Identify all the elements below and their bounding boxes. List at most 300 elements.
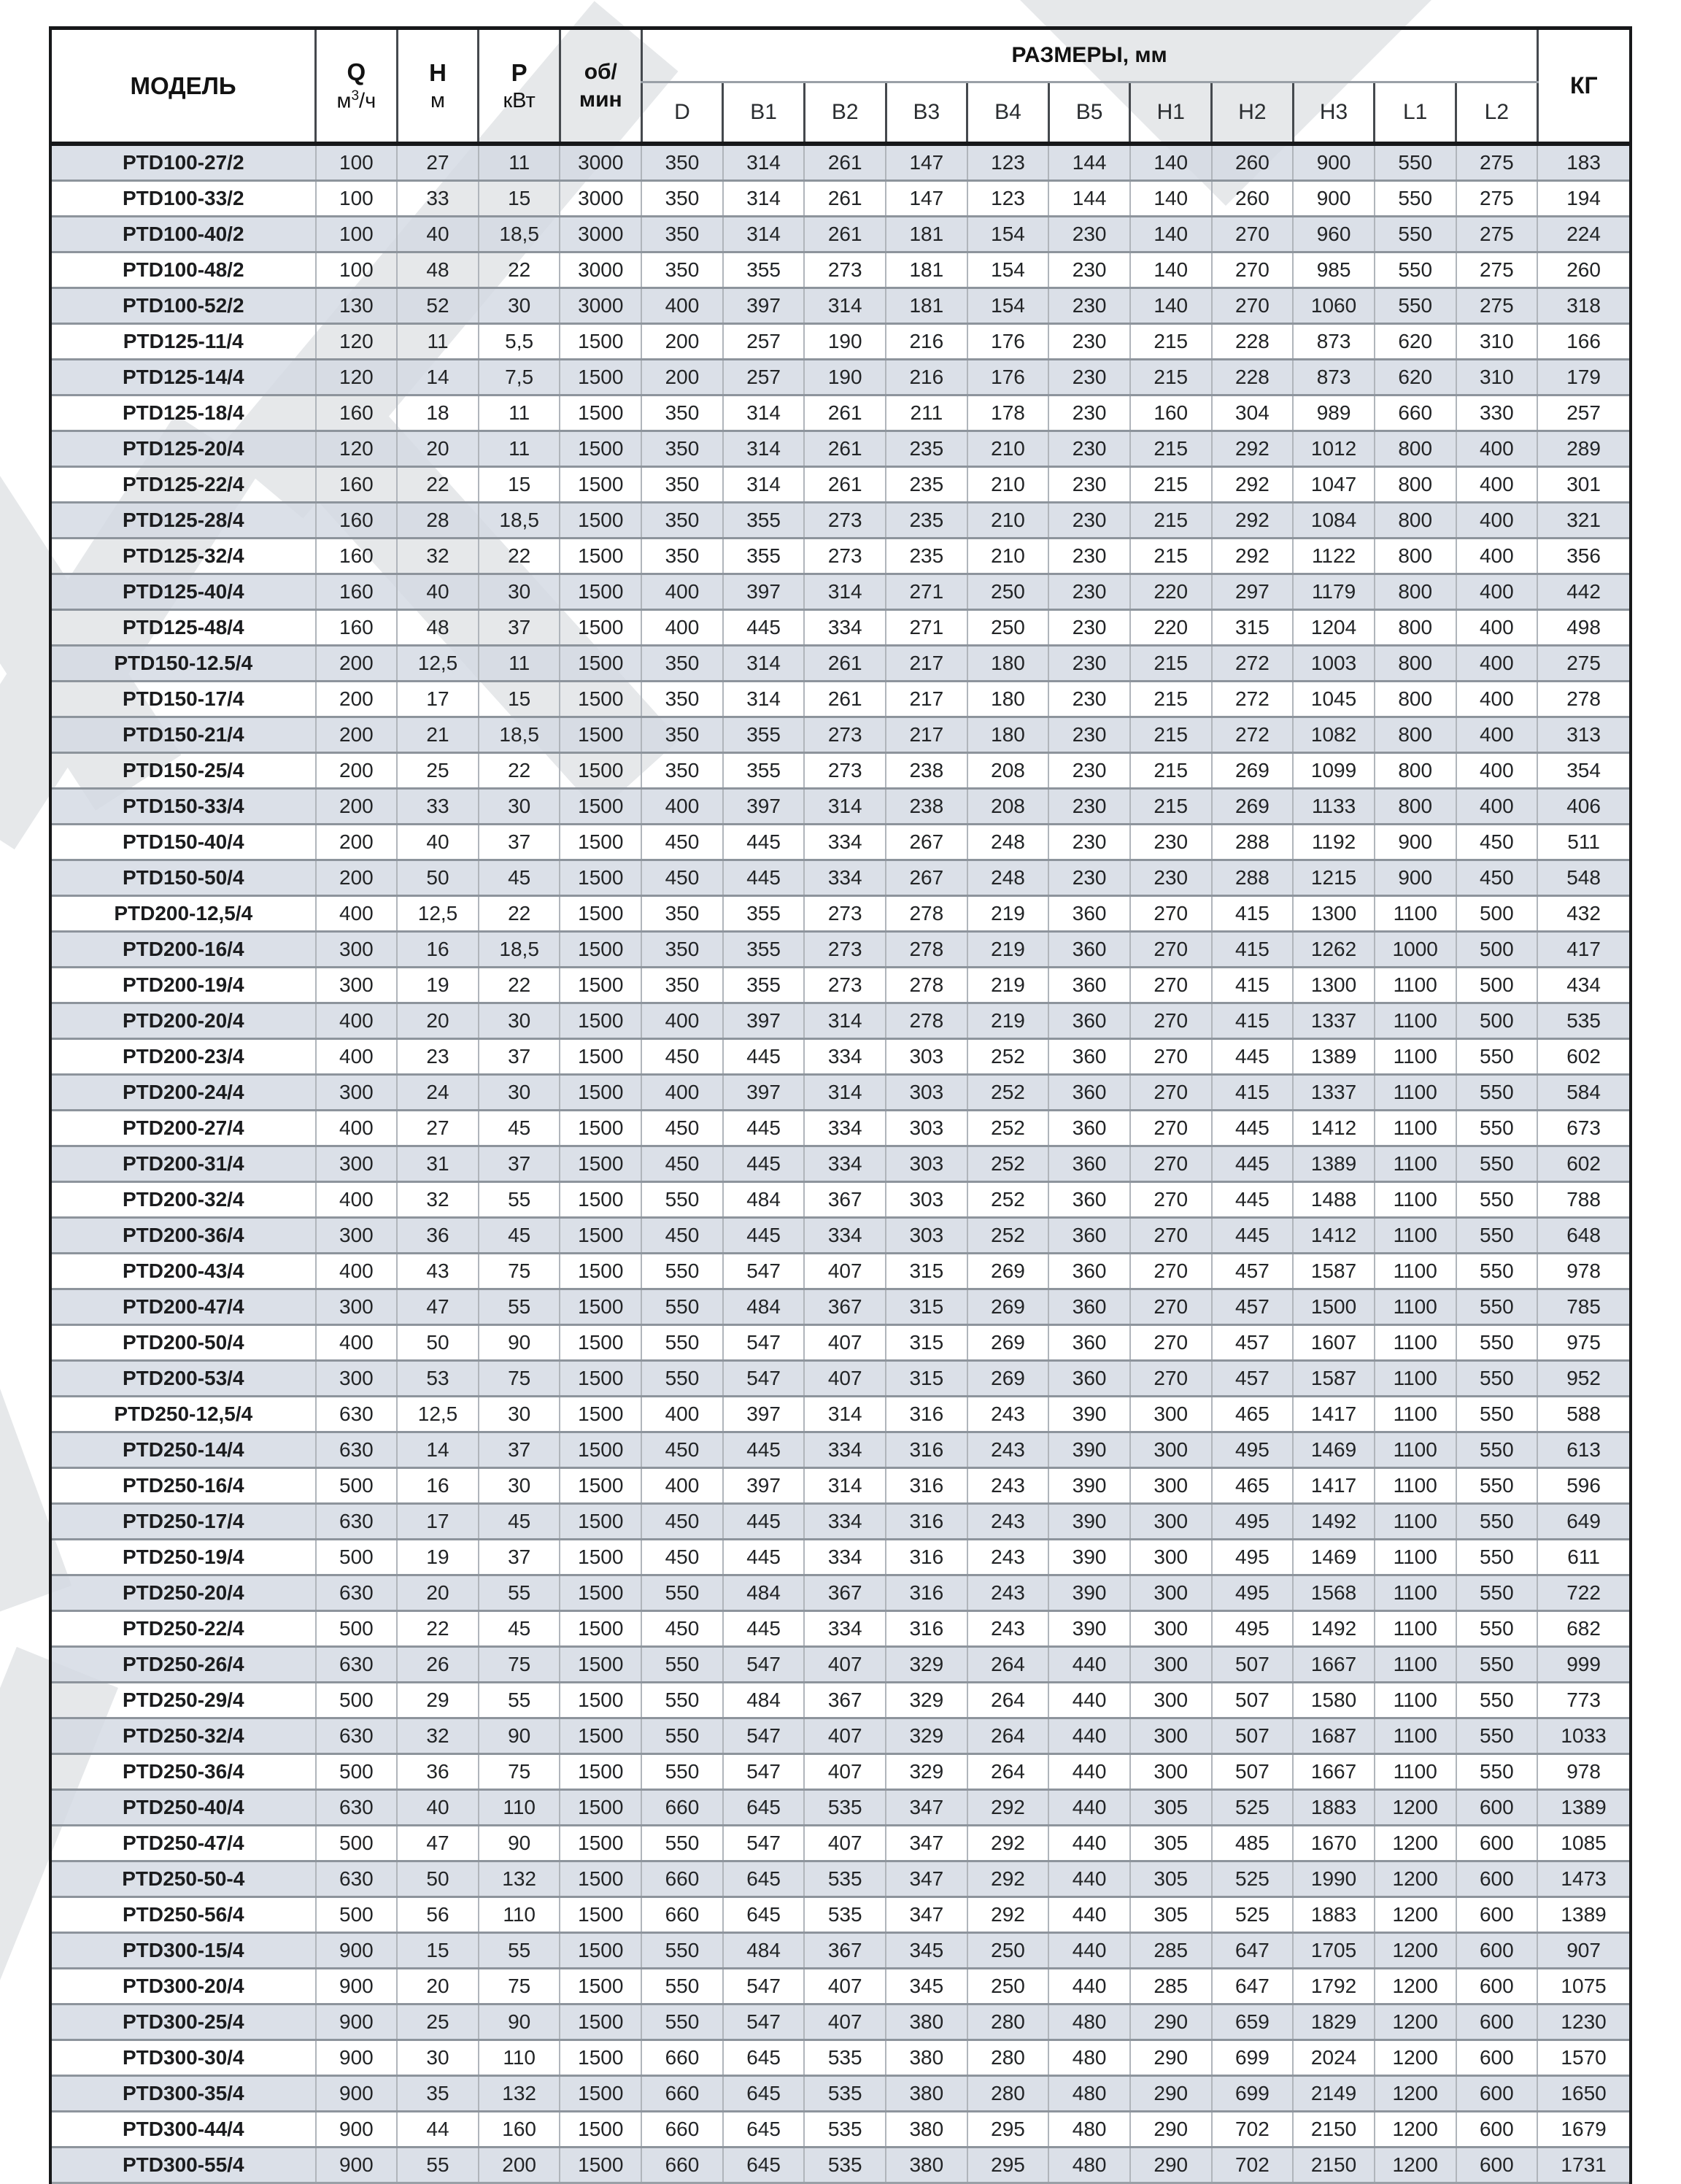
value-cell: 200 [316,682,398,717]
value-cell: 699 [1212,2076,1294,2112]
value-cell: 367 [804,1575,886,1611]
value-cell: 30 [479,574,560,610]
value-cell: 350 [641,682,723,717]
model-cell: PTD100-52/2 [50,288,316,324]
value-cell: 18,5 [479,217,560,252]
table-row [50,539,1631,574]
value-cell: 305 [1130,1826,1212,1861]
value-cell: 1500 [560,1182,641,1218]
value-cell: 315 [886,1325,967,1361]
table-row [50,1468,1631,1504]
value-cell: 500 [316,1897,398,1933]
value-cell: 273 [804,753,886,789]
value-cell: 11 [397,324,479,360]
value-cell: 1500 [560,789,641,825]
value-cell: 1500 [560,1611,641,1647]
value-cell: 525 [1212,1861,1294,1897]
value-cell: 356 [1537,539,1631,574]
value-cell: 3000 [560,288,641,324]
header-kg: КГ [1537,28,1631,144]
value-cell: 495 [1212,1611,1294,1647]
value-cell: 257 [723,360,805,395]
value-cell: 1500 [560,431,641,467]
model-cell: PTD300-15/4 [50,1933,316,1969]
value-cell: 1500 [560,2040,641,2076]
value-cell: 37 [479,1039,560,1075]
value-cell: 1500 [560,1683,641,1718]
value-cell: 300 [1130,1754,1212,1790]
value-cell: 440 [1048,1861,1130,1897]
value-cell: 248 [967,860,1049,896]
value-cell: 230 [1048,252,1130,288]
value-cell: 600 [1456,1933,1538,1969]
value-cell: 507 [1212,1754,1294,1790]
value-cell: 584 [1537,1075,1631,1111]
value-cell: 547 [723,1969,805,2004]
value-cell: 147 [886,144,967,181]
value-cell: 1100 [1375,1039,1456,1075]
value-cell: 261 [804,144,886,181]
value-cell: 140 [1130,217,1212,252]
value-cell: 550 [1456,1075,1538,1111]
value-cell: 407 [804,1969,886,2004]
value-cell: 2150 [1293,2148,1375,2183]
value-cell: 484 [723,1683,805,1718]
value-cell: 45 [479,1111,560,1146]
value-cell: 550 [1375,144,1456,181]
value-cell: 1500 [560,1218,641,1254]
header-h-symbol: Н [429,58,447,86]
value-cell: 600 [1456,1790,1538,1826]
value-cell: 303 [886,1039,967,1075]
value-cell: 1500 [560,1861,641,1897]
value-cell: 347 [886,1861,967,1897]
value-cell: 355 [723,896,805,932]
value-cell: 100 [316,181,398,217]
value-cell: 350 [641,932,723,968]
value-cell: 1047 [1293,467,1375,503]
value-cell: 292 [967,1826,1049,1861]
value-cell: 285 [1130,1969,1212,2004]
value-cell: 380 [886,2076,967,2112]
value-cell: 1412 [1293,1218,1375,1254]
value-cell: 550 [1456,1039,1538,1075]
value-cell: 500 [316,1826,398,1861]
value-cell: 1587 [1293,1254,1375,1289]
value-cell: 90 [479,2004,560,2040]
value-cell: 1200 [1375,2040,1456,2076]
value-cell: 288 [1212,860,1294,896]
value-cell: 397 [723,1468,805,1504]
value-cell: 22 [479,896,560,932]
value-cell: 15 [397,1933,479,1969]
value-cell: 1500 [560,2076,641,2112]
value-cell: 659 [1212,2004,1294,2040]
value-cell: 390 [1048,1468,1130,1504]
value-cell: 1500 [560,574,641,610]
value-cell: 445 [723,1540,805,1575]
value-cell: 550 [1456,1254,1538,1289]
model-cell: PTD250-50-4 [50,1861,316,1897]
table-row [50,1325,1631,1361]
value-cell: 264 [967,1683,1049,1718]
value-cell: 22 [397,467,479,503]
value-cell: 484 [723,1289,805,1325]
value-cell: 269 [967,1325,1049,1361]
value-cell: 3000 [560,181,641,217]
value-cell: 132 [479,2076,560,2112]
value-cell: 27 [397,144,479,181]
value-cell: 228 [1212,324,1294,360]
table-row [50,1826,1631,1861]
value-cell: 32 [397,1182,479,1218]
value-cell: 292 [1212,431,1294,467]
value-cell: 613 [1537,1432,1631,1468]
value-cell: 334 [804,1611,886,1647]
value-cell: 278 [886,896,967,932]
value-cell: 230 [1048,431,1130,467]
value-cell: 630 [316,1790,398,1826]
value-cell: 550 [1456,1218,1538,1254]
value-cell: 23 [397,1039,479,1075]
value-cell: 2149 [1293,2076,1375,2112]
value-cell: 30 [479,1397,560,1432]
model-cell: PTD150-17/4 [123,687,244,710]
value-cell: 1580 [1293,1683,1375,1718]
value-cell: 1500 [560,2004,641,2040]
table-row [50,717,1631,753]
header-q-unit: $м^3/ч$ [336,88,376,113]
value-cell: 360 [1048,968,1130,1003]
value-cell: 273 [804,968,886,1003]
table-row [50,1075,1631,1111]
value-cell: 243 [967,1397,1049,1432]
table-row [50,932,1631,968]
value-cell: 300 [1130,1683,1212,1718]
value-cell: 200 [479,2148,560,2183]
value-cell: 275 [1456,181,1538,217]
value-cell: 290 [1130,2004,1212,2040]
value-cell: 350 [641,181,723,217]
value-cell: 15 [479,682,560,717]
value-cell: 347 [886,1826,967,1861]
value-cell: 1100 [1375,1540,1456,1575]
value-cell: 1500 [560,1325,641,1361]
value-cell: 630 [316,1432,398,1468]
value-cell: 600 [1456,2148,1538,2183]
value-cell: 445 [1212,1182,1294,1218]
value-cell: 445 [1212,1146,1294,1182]
value-cell: 407 [804,1325,886,1361]
value-cell: 314 [804,1003,886,1039]
value-cell: 550 [641,1325,723,1361]
value-cell: 120 [316,360,398,395]
value-cell: 445 [723,1504,805,1540]
model-cell: PTD125-11/4 [123,330,244,352]
value-cell: 36 [397,1218,479,1254]
value-cell: 440 [1048,1683,1130,1718]
value-cell: 24 [397,1075,479,1111]
value-cell: 445 [723,1218,805,1254]
value-cell: 37 [479,610,560,646]
value-cell: 500 [1456,932,1538,968]
value-cell: 316 [886,1575,967,1611]
value-cell: 873 [1293,324,1375,360]
value-cell: 75 [479,1969,560,2004]
value-cell: 547 [723,1826,805,1861]
value-cell: 511 [1537,825,1631,860]
value-cell: 445 [723,1111,805,1146]
value-cell: 315 [886,1361,967,1397]
value-cell: 480 [1048,2076,1130,2112]
value-cell: 314 [723,646,805,682]
value-cell: 800 [1375,682,1456,717]
value-cell: 267 [886,825,967,860]
value-cell: 1389 [1537,1790,1631,1826]
header-size-h1: H1 [1130,82,1212,144]
value-cell: 330 [1456,395,1538,431]
value-cell: 440 [1048,1933,1130,1969]
value-cell: 535 [804,1861,886,1897]
value-cell: 179 [1537,360,1631,395]
value-cell: 440 [1048,1897,1130,1933]
value-cell: 181 [886,252,967,288]
value-cell: 292 [967,1790,1049,1826]
value-cell: 314 [804,574,886,610]
model-cell: PTD200-24/4 [50,1075,316,1111]
value-cell: 445 [723,860,805,896]
value-cell: 445 [723,825,805,860]
value-cell: 243 [967,1540,1049,1575]
table-row [50,288,1631,324]
table-row [50,2004,1631,2040]
value-cell: 228 [1212,360,1294,395]
table-row [50,1969,1631,2004]
header-size-b3: B3 [886,82,967,144]
value-cell: 300 [1130,1718,1212,1754]
value-cell: 1500 [560,1897,641,1933]
value-cell: 630 [316,1575,398,1611]
value-cell: 271 [886,610,967,646]
value-cell: 1568 [1293,1575,1375,1611]
value-cell: 350 [641,539,723,574]
value-cell: 550 [1456,1754,1538,1790]
value-cell: 140 [1130,252,1212,288]
value-cell: 702 [1212,2148,1294,2183]
model-cell: PTD200-31/4 [50,1146,316,1182]
model-cell: PTD250-56/4 [123,1903,244,1926]
value-cell: 43 [397,1254,479,1289]
value-cell: 699 [1212,2040,1294,2076]
value-cell: 975 [1537,1325,1631,1361]
value-cell: 350 [641,217,723,252]
value-cell: 200 [316,717,398,753]
value-cell: 445 [723,1611,805,1647]
value-cell: 1500 [560,1826,641,1861]
value-cell: 390 [1048,1397,1130,1432]
model-cell: PTD250-19/4 [123,1546,244,1568]
value-cell: 1570 [1537,2040,1631,2076]
value-cell: 1100 [1375,1468,1456,1504]
value-cell: 682 [1537,1611,1631,1647]
value-cell: 350 [641,968,723,1003]
value-cell: 1587 [1293,1361,1375,1397]
value-cell: 33 [397,789,479,825]
value-cell: 550 [1456,1361,1538,1397]
value-cell: 660 [641,1790,723,1826]
table-row [50,1611,1631,1647]
model-cell: PTD300-35/4 [50,2076,316,2112]
model-cell: PTD150-21/4 [50,717,316,753]
value-cell: 1500 [560,860,641,896]
value-cell: 1417 [1293,1397,1375,1432]
value-cell: 660 [641,2076,723,2112]
value-cell: 270 [1130,932,1212,968]
value-cell: 238 [886,753,967,789]
value-cell: 800 [1375,431,1456,467]
value-cell: 200 [316,789,398,825]
value-cell: 550 [1456,1504,1538,1540]
value-cell: 292 [1212,503,1294,539]
value-cell: 154 [967,252,1049,288]
model-cell: PTD150-12.5/4 [50,646,316,682]
value-cell: 250 [967,574,1049,610]
value-cell: 1500 [560,825,641,860]
table-row [50,753,1631,789]
value-cell: 30 [479,1075,560,1111]
value-cell: 132 [479,1861,560,1897]
table-row [50,2040,1631,2076]
value-cell: 873 [1293,360,1375,395]
value-cell: 355 [723,503,805,539]
value-cell: 400 [1456,574,1538,610]
value-cell: 224 [1537,217,1631,252]
value-cell: 660 [641,2040,723,2076]
value-cell: 272 [1212,682,1294,717]
value-cell: 3000 [560,217,641,252]
value-cell: 217 [886,682,967,717]
value-cell: 1012 [1293,431,1375,467]
model-cell: PTD250-12,5/4 [114,1402,253,1425]
value-cell: 295 [967,2148,1049,2183]
value-cell: 200 [316,646,398,682]
value-cell: 280 [967,2004,1049,2040]
value-cell: 144 [1048,144,1130,181]
model-cell: PTD100-27/2 [50,144,316,181]
value-cell: 208 [967,789,1049,825]
value-cell: 147 [886,181,967,217]
value-cell: 20 [397,1575,479,1611]
value-cell: 219 [967,1003,1049,1039]
value-cell: 90 [479,1325,560,1361]
value-cell: 264 [967,1647,1049,1683]
value-cell: 773 [1537,1683,1631,1718]
value-cell: 180 [967,717,1049,753]
model-cell: PTD300-25/4 [50,2004,316,2040]
table-row [50,1540,1631,1575]
value-cell: 1500 [560,1111,641,1146]
value-cell: 270 [1130,968,1212,1003]
value-cell: 230 [1130,860,1212,896]
value-cell: 1389 [1537,1897,1631,1933]
value-cell: 25 [397,753,479,789]
value-cell: 380 [886,2148,967,2183]
header-size-l2: L2 [1456,82,1538,144]
value-cell: 270 [1130,1182,1212,1218]
table-row [50,1504,1631,1540]
value-cell: 480 [1048,2040,1130,2076]
value-cell: 407 [804,2004,886,2040]
value-cell: 1500 [560,717,641,753]
value-cell: 380 [886,2040,967,2076]
value-cell: 550 [641,1575,723,1611]
value-cell: 273 [804,539,886,574]
value-cell: 261 [804,181,886,217]
table-row [50,610,1631,646]
value-cell: 110 [479,2040,560,2076]
value-cell: 30 [479,789,560,825]
value-cell: 400 [316,1039,398,1075]
value-cell: 550 [1375,288,1456,324]
value-cell: 1607 [1293,1325,1375,1361]
value-cell: 314 [804,288,886,324]
value-cell: 900 [316,2076,398,2112]
value-cell: 360 [1048,896,1130,932]
value-cell: 230 [1048,753,1130,789]
model-cell: PTD150-33/4 [50,789,316,825]
model-cell: PTD200-23/4 [123,1045,244,1068]
value-cell: 28 [397,503,479,539]
value-cell: 660 [1375,395,1456,431]
value-cell: 15 [479,181,560,217]
value-cell: 457 [1212,1254,1294,1289]
value-cell: 200 [316,825,398,860]
value-cell: 550 [1456,1289,1538,1325]
value-cell: 535 [804,2148,886,2183]
value-cell: 1100 [1375,968,1456,1003]
value-cell: 355 [723,539,805,574]
value-cell: 400 [641,1075,723,1111]
value-cell: 160 [316,574,398,610]
value-cell: 264 [967,1718,1049,1754]
value-cell: 1100 [1375,1754,1456,1790]
value-cell: 55 [479,1933,560,1969]
value-cell: 407 [804,1254,886,1289]
value-cell: 600 [1456,2004,1538,2040]
table-row [50,860,1631,896]
value-cell: 548 [1537,860,1631,896]
value-cell: 11 [479,144,560,181]
value-cell: 269 [1212,789,1294,825]
value-cell: 300 [316,1146,398,1182]
value-cell: 269 [967,1361,1049,1397]
header-size-l1: L1 [1375,82,1456,144]
value-cell: 216 [886,324,967,360]
value-cell: 316 [886,1468,967,1504]
value-cell: 230 [1048,324,1130,360]
value-cell: 275 [1456,252,1538,288]
value-cell: 180 [967,682,1049,717]
model-cell: PTD200-32/4 [123,1188,244,1211]
value-cell: 22 [479,252,560,288]
value-cell: 390 [1048,1611,1130,1647]
value-cell: 267 [886,860,967,896]
value-cell: 535 [804,2040,886,2076]
value-cell: 215 [1130,682,1212,717]
table-row [50,2112,1631,2148]
value-cell: 480 [1048,2004,1130,2040]
value-cell: 270 [1212,252,1294,288]
